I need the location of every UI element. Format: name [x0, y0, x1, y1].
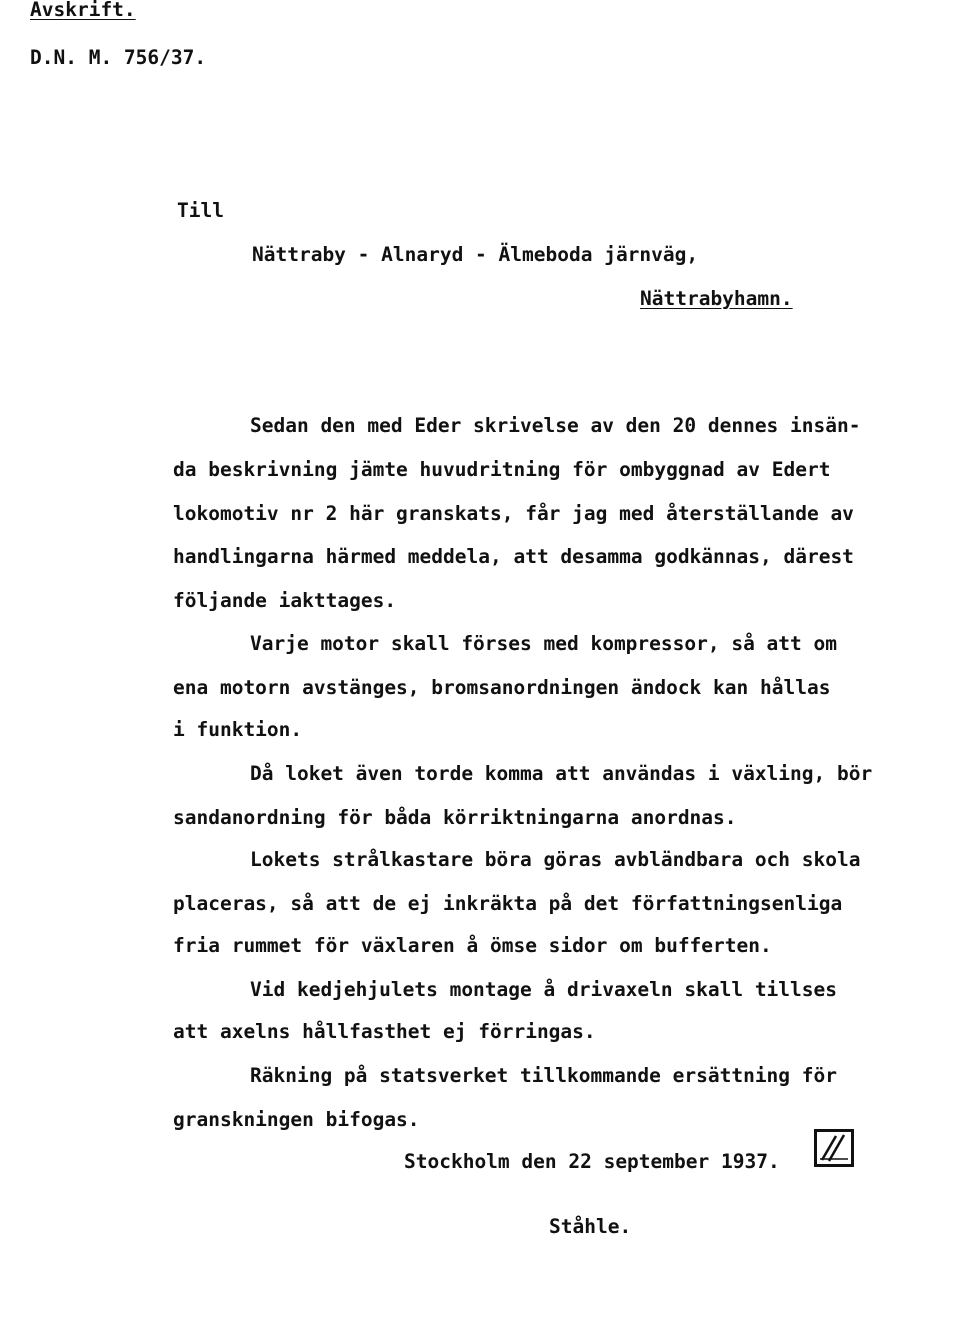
- body-line: da beskrivning jämte huvudritning för ombyggnad av Edert: [173, 458, 831, 481]
- body-line: placeras, så att de ej inkräkta på det författningsenliga: [173, 892, 843, 915]
- document-title: Avskrift.: [30, 0, 136, 21]
- body-line: att axelns hållfasthet ej förringas.: [173, 1020, 596, 1043]
- body-line: ena motorn avstänges, bromsanordningen ändock kan hållas: [173, 676, 831, 699]
- address-to: Till: [177, 199, 224, 222]
- initials-stamp-icon: [814, 1129, 854, 1167]
- address-place: Nättrabyhamn.: [640, 287, 793, 310]
- reference-number: D.N. M. 756/37.: [30, 46, 207, 69]
- body-line: lokomotiv nr 2 här granskats, får jag med återställande av: [173, 502, 854, 525]
- body-line: granskningen bifogas.: [173, 1108, 420, 1131]
- body-line: Varje motor skall förses med kompressor, så att om: [250, 632, 837, 655]
- place-date: Stockholm den 22 september 1937.: [404, 1150, 780, 1173]
- address-recipient: Nättraby - Alnaryd - Älmeboda järnväg,: [252, 243, 699, 266]
- body-line: sandanordning för båda körriktningarna anordnas.: [173, 806, 737, 829]
- body-line: handlingarna härmed meddela, att desamma godkännas, därest: [173, 545, 854, 568]
- signature: Ståhle.: [549, 1215, 632, 1238]
- body-line: Då loket även torde komma att användas i växling, bör: [250, 762, 873, 785]
- body-line: i funktion.: [173, 718, 303, 741]
- body-line: Räkning på statsverket tillkommande ersättning för: [250, 1064, 837, 1087]
- body-line: följande iakttages.: [173, 589, 397, 612]
- body-line: Sedan den med Eder skrivelse av den 20 dennes insän-: [250, 414, 861, 437]
- body-line: Lokets strålkastare böra göras avbländbara och skola: [250, 848, 861, 871]
- body-line: Vid kedjehjulets montage å drivaxeln skall tillses: [250, 978, 837, 1001]
- body-line: fria rummet för växlaren å ömse sidor om bufferten.: [173, 934, 772, 957]
